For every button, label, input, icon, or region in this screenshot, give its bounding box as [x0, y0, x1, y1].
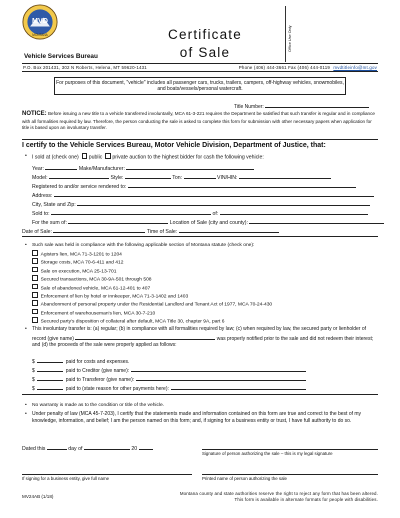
ton-field[interactable] — [184, 172, 216, 179]
business-name-line[interactable] — [22, 474, 192, 475]
printed-name-line[interactable] — [202, 474, 378, 475]
make-label: Make/Manufacturer: — [78, 166, 125, 172]
day-of-label: day of — [68, 446, 83, 452]
certify-heading: I certify to the Vehicle Services Bureau, Motor Vehicle Division, Department of Justice, that: — [22, 142, 326, 149]
private-label: private auction to the highest bidder for cash the following vehicle: — [112, 154, 264, 161]
year-prefix: 20 — [131, 446, 138, 452]
divider — [22, 139, 378, 140]
sum-field[interactable] — [68, 217, 168, 224]
statute-label: Abandonment of personal property under the Residential Landlord and Tenant Act of 1977, MCA 70-24-430 — [40, 302, 273, 308]
statute-checkbox[interactable] — [32, 317, 38, 323]
sold-at-prefix: I sold at (check one) — [32, 154, 79, 161]
statute-item — [32, 317, 224, 325]
proceeds-label: paid for costs and expenses. — [65, 359, 130, 365]
payee-field[interactable] — [171, 383, 306, 390]
business-label: If signing for a business entity, give full name — [22, 476, 110, 481]
dollar-sign: $ — [32, 386, 35, 392]
private-checkbox[interactable] — [105, 153, 111, 159]
form-title — [150, 26, 260, 61]
address-bar — [22, 63, 378, 72]
style-label: Style: — [110, 175, 124, 181]
ton-label: Ton: — [172, 175, 183, 181]
notice-text: Before issuing a new title to a vehicle transferred involuntarily, MCA 61-3-221 requires the Department be satisfied that such transfer is regular and in compliance with all formalities required by law. Therefore, the person conducting the sale is asked to complete this form for submission with other necessary papers when application for title is based upon an involuntary transfer. — [22, 111, 375, 131]
statute-label: Enforcement of lien by hotel or innkeeper, MCA 71-3-1402 and 1403 — [40, 294, 189, 300]
involuntary-text2: was properly notified prior to the sale and did not redeem their interest; and (d) the proceeds of the sale were properly applied as follows: — [32, 335, 374, 348]
footer-notes — [180, 491, 378, 502]
logo-ring-text: MONTANA — [32, 32, 48, 37]
dollar-sign: $ — [32, 368, 35, 374]
signature-label: Signature of person authorizing the sale – this is my legal signature — [202, 451, 333, 456]
email-link[interactable]: mvdtitleinfo@mt.gov — [333, 64, 377, 70]
statute-item — [32, 284, 150, 292]
footer-right-1: Montana county and state authorities reserve the right to reject any form that has been altered. — [179, 491, 378, 496]
proceeds-row — [32, 365, 306, 374]
amount-field[interactable] — [37, 356, 63, 363]
form-number: MV24AB (1/18) — [22, 494, 54, 499]
statute-label: Enforcement of warehouseman's lien, MCA 30-7-210 — [40, 311, 156, 317]
statute-item — [32, 250, 122, 258]
statute-checkbox[interactable] — [32, 267, 38, 273]
address-label: Address: — [32, 193, 53, 199]
dollar-sign: $ — [32, 377, 35, 383]
city-field[interactable] — [77, 199, 370, 206]
statute-label: Sale of abandoned vehicle, MCA 61-12-401 to 407 — [40, 285, 151, 291]
statute-item — [32, 300, 272, 308]
of-label: of: — [212, 211, 219, 217]
amount-field[interactable] — [37, 374, 63, 381]
mvd-logo — [22, 4, 58, 40]
proceeds-label: paid to Transferor (give name): — [65, 377, 135, 383]
notice-label: NOTICE: — [22, 111, 47, 117]
year-suffix-field[interactable] — [139, 443, 153, 450]
notice-block — [22, 111, 378, 131]
phone-fax-text: Phone (406) 444-3661 Fax (406) 444-0119 — [238, 64, 330, 70]
sold-at-row — [32, 153, 264, 161]
statute-item — [32, 267, 116, 275]
of-field[interactable] — [220, 208, 368, 215]
sold-to-field[interactable] — [51, 208, 211, 215]
dated-label: Dated this — [22, 446, 46, 452]
day-field[interactable] — [47, 443, 67, 450]
proceeds-row — [32, 383, 306, 392]
divider — [22, 236, 378, 237]
footer-right-2: This form is available in alternate formats for people with disabilities. — [234, 496, 378, 502]
location-label: Location of Sale (city and county): — [169, 220, 248, 226]
statute-label: Agisters lien, MCA 71-3-1201 to 1204 — [40, 252, 122, 258]
amount-field[interactable] — [37, 383, 63, 390]
vin-label: VIN/HIN: — [217, 175, 238, 181]
statute-checkbox[interactable] — [32, 258, 38, 264]
style-field[interactable] — [125, 172, 171, 179]
statute-label: Secured party's disposition of collateral after default, MCA Title 30, chapter 9A, part 6 — [40, 319, 225, 325]
amount-field[interactable] — [37, 365, 63, 372]
time-label: Time of Sale: — [146, 229, 178, 235]
lienholder-field[interactable] — [75, 333, 215, 340]
signature-line[interactable] — [202, 449, 378, 450]
logo-text: MVD — [32, 15, 48, 25]
involuntary-text: This involuntary transfer is: (a) regular; (b) in compliance with all formalities required by law; (c) when required by law, the secured party or lienholder of record (give name) — [32, 326, 367, 342]
form-title-line2: of Sale — [179, 44, 231, 60]
purpose-note: For purposes of this document, "vehicle" includes all passenger cars, trucks, trailers, campers, off-highway vehicles, snowmobiles, and boats/vessels/personal watercraft. — [54, 77, 346, 95]
divider — [22, 394, 378, 395]
office-use-box — [285, 6, 296, 62]
year-label: Year: — [32, 166, 44, 172]
form-title-line1: Certificate — [168, 27, 242, 42]
date-row — [22, 226, 279, 236]
proceeds-row — [32, 356, 129, 365]
printed-label: Printed name of person authorizing the sale — [202, 476, 287, 481]
proceeds-row — [32, 374, 306, 383]
date-label: Date of Sale: — [22, 229, 52, 235]
title-number-row — [234, 101, 369, 110]
address-text: P.O. Box 201431, 302 N Roberts, Helena, MT 59620-1431 — [23, 64, 147, 70]
statute-checkbox[interactable] — [32, 309, 38, 315]
city-label: City, State and Zip: — [32, 202, 76, 208]
bureau-name: Vehicle Services Bureau — [24, 53, 98, 60]
statute-checkbox[interactable] — [32, 292, 38, 298]
payee-field[interactable] — [136, 374, 306, 381]
statute-checkbox[interactable] — [32, 250, 38, 256]
compliance-intro: • Such sale was held in compliance with the following applicable section of Montana statute (check one): — [32, 243, 254, 249]
make-field[interactable] — [126, 163, 254, 170]
registered-label: Registered to and/or service rendered to: — [32, 184, 127, 190]
address-field[interactable] — [54, 190, 374, 197]
statute-label: Secured transactions, MCA 30-9A-501 through 508 — [40, 277, 152, 283]
month-field[interactable] — [84, 443, 130, 450]
model-field[interactable] — [49, 172, 109, 179]
title-number-field[interactable] — [265, 101, 369, 108]
dated-row — [22, 443, 153, 453]
statute-item — [32, 275, 152, 283]
statute-item — [32, 258, 123, 266]
warranty-2: • Under penalty of law (MCA 45-7-203), I certify that the statements made and information contained on this form are true and correct to the best of my knowledge, information, and belief; I am the person named on this form; and, if signing for a business entity or trust, I have full authority to do so. — [32, 411, 377, 424]
payee-field[interactable] — [131, 365, 306, 372]
dollar-sign: $ — [32, 359, 35, 365]
involuntary-block — [32, 326, 377, 349]
statute-label: Sale on execution, MCA 25-13-701 — [40, 269, 117, 275]
location-field[interactable] — [249, 217, 384, 224]
sold-to-label: Sold to: — [32, 211, 50, 217]
proceeds-label: paid to Creditor (give name): — [65, 368, 130, 374]
title-number-label: Title Number: — [234, 104, 264, 110]
proceeds-label: paid to (state reason for other payments here): — [65, 386, 169, 392]
model-label: Model: — [32, 175, 48, 181]
public-checkbox[interactable] — [82, 153, 88, 159]
statute-checkbox[interactable] — [32, 300, 38, 306]
warranty-1: • No warranty is made as to the condition or title of the vehicle. — [32, 403, 164, 409]
statute-item — [32, 309, 155, 317]
registered-field[interactable] — [128, 181, 356, 188]
statute-checkbox[interactable] — [32, 275, 38, 281]
date-field[interactable] — [53, 226, 145, 233]
year-field[interactable] — [45, 163, 77, 170]
statute-checkbox[interactable] — [32, 284, 38, 290]
public-label: public — [88, 154, 103, 161]
time-field[interactable] — [179, 226, 279, 233]
statute-label: Storage costs, MCA 70-6-411 and 412 — [40, 260, 124, 266]
statute-item — [32, 292, 188, 300]
office-use-label: Office Use Only — [288, 25, 292, 52]
vin-field[interactable] — [239, 172, 331, 179]
sum-label: For the sum of: — [32, 220, 67, 226]
